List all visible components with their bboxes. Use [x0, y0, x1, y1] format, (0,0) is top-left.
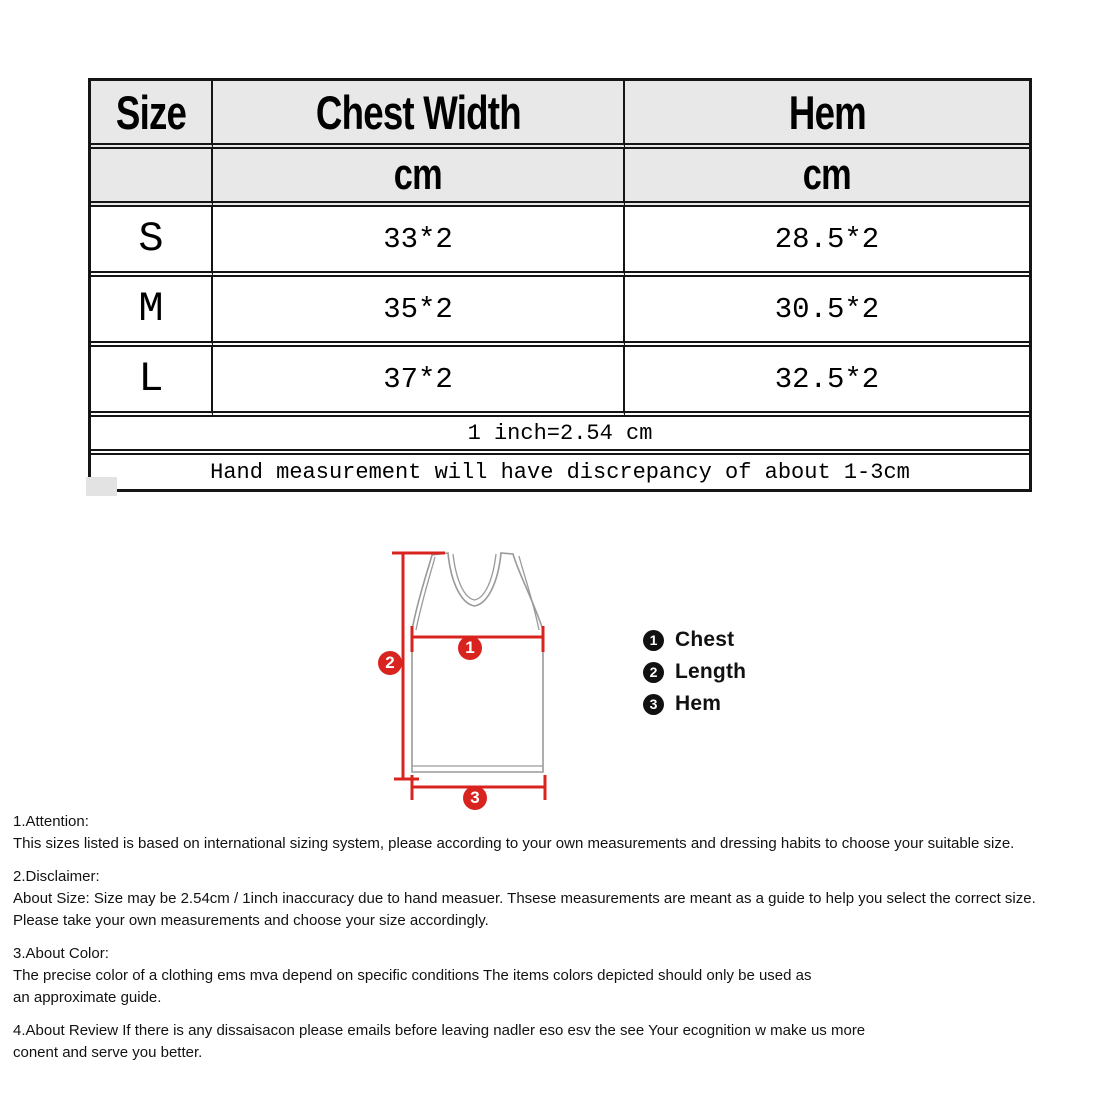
size-m-chest-value: 35*2	[213, 277, 625, 347]
marker-3-hem: 3	[463, 786, 487, 810]
marker-1-chest: 1	[458, 636, 482, 660]
unit-cell-empty	[91, 149, 213, 207]
disclaimer-body-line2: Please take your own measurements and choose your size accordingly.	[13, 912, 489, 929]
table-hand-note-row	[91, 455, 1029, 489]
legend-chest-label: Chest	[675, 628, 735, 651]
size-m-hem-value: 30.5*2	[625, 277, 1029, 347]
size-m-label: M	[91, 277, 213, 347]
header-cell-chest-width	[213, 81, 625, 149]
table-header-row	[91, 81, 1029, 149]
about-color-body-line1: The precise color of a clothing ems mva depend on specific conditions The items colors depicted should only be used as	[13, 967, 812, 984]
disclaimer-body-line1: About Size: Size may be 2.54cm / 1inch inaccuracy due to hand measuer. Thsese measurements are meant as a guide to help you select the correct size.	[13, 890, 1036, 907]
size-s-label: S	[91, 207, 213, 277]
about-color-title: 3.About Color:	[13, 945, 109, 962]
size-s-chest-value: 33*2	[213, 207, 625, 277]
table-row-s	[91, 207, 1029, 277]
about-review-line2: conent and serve you better.	[13, 1044, 203, 1061]
disclaimer-title: 2.Disclaimer:	[13, 868, 100, 885]
diagram-legend	[643, 629, 746, 715]
unit-cell-chest	[213, 149, 625, 207]
size-table	[88, 78, 1032, 492]
header-cell-hem	[625, 81, 1029, 149]
measurement-diagram	[375, 540, 605, 825]
size-l-hem-value: 32.5*2	[625, 347, 1029, 417]
size-s-hem-value: 28.5*2	[625, 207, 1029, 277]
table-row-m	[91, 277, 1029, 347]
header-chest-width-label: Chest Width	[315, 85, 521, 139]
legend-hem-label: Hem	[675, 692, 722, 715]
legend-length-label: Length	[675, 660, 747, 683]
unit-hem-label: cm	[802, 150, 852, 199]
legend-num-1-icon: 1	[643, 630, 664, 651]
table-inch-note-row	[91, 417, 1029, 455]
inch-conversion-note: 1 inch=2.54 cm	[91, 417, 1029, 455]
table-row-l	[91, 347, 1029, 417]
scan-artifact	[86, 477, 117, 496]
header-size-label: Size	[115, 85, 187, 139]
legend-num-2-icon: 2	[643, 662, 664, 683]
legend-item-chest	[643, 629, 746, 651]
attention-title: 1.Attention:	[13, 813, 89, 830]
legend-num-3-icon: 3	[643, 694, 664, 715]
marker-2-length: 2	[378, 651, 402, 675]
size-l-chest-value: 37*2	[213, 347, 625, 417]
legend-item-length	[643, 661, 746, 683]
attention-body: This sizes listed is based on international sizing system, please according to your own measurements and dressing habits to choose your suitable size.	[13, 835, 1015, 852]
unit-chest-label: cm	[393, 150, 443, 199]
notes-section	[13, 811, 1098, 1064]
legend-item-hem	[643, 693, 746, 715]
about-review-line1: 4.About Review If there is any dissaisacon please emails before leaving nadler eso esv the see Your ecognition w make us more	[13, 1022, 866, 1039]
header-cell-size	[91, 81, 213, 149]
table-unit-row	[91, 149, 1029, 207]
unit-cell-hem	[625, 149, 1029, 207]
size-l-label: L	[91, 347, 213, 417]
tank-top-drawing	[375, 540, 605, 825]
header-hem-label: Hem	[788, 85, 866, 139]
about-color-body-line2: an approximate guide.	[13, 989, 162, 1006]
hand-measurement-note: Hand measurement will have discrepancy of about 1-3cm	[210, 459, 910, 485]
